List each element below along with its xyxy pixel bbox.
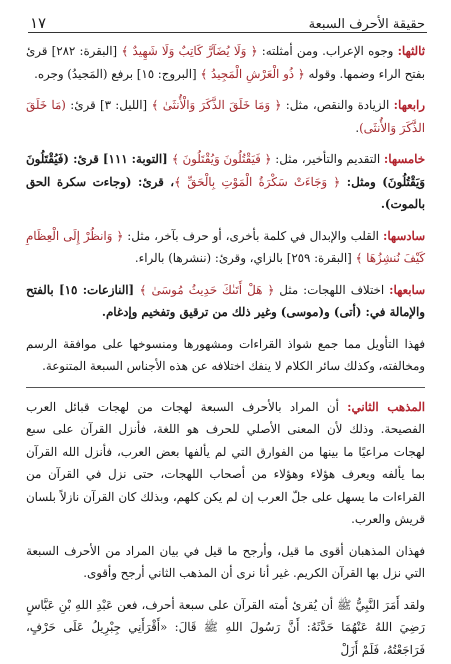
paragraph-label: خامسها: xyxy=(383,152,425,166)
paragraph-text: [النازعات: ١٥] بالفتح والإمالة في: (أتى) و(موسى) وغير ذلك من ترقيق وتفخيم وإدغام. xyxy=(26,282,425,319)
quran-reading: (مَا خَلَقَ الذَّكَرَ وَالأُنثَى) xyxy=(26,98,425,135)
paragraph-summary xyxy=(26,333,425,378)
paragraph-text: [الليل: ٣] قرئ: xyxy=(65,98,152,112)
paragraph-label: سادسها: xyxy=(382,228,425,243)
paragraph-second-school xyxy=(26,396,425,531)
paragraph-text: أن المراد بالأحرف السبعة لهجات من لهجات قبائل العرب الفصيحة. وذلك لأن المعنى الأصلي للحرف هو اللغة، فأنزل القرآن على سبع لهجات مراعيًا ما بينها من الفوارق التي لم يألفها بعض العرب، فأنزل الله القرآن بما يألفه ويعرف هؤلاء وهؤلاء من أصحاب اللهجات، حتى نزل في القرآن من القراءات ما يسهل على جلّ العرب إن لم يكن كلهم، وبذلك كان القرآن نازلاً بلسان قريش والعرب. xyxy=(26,399,425,526)
paragraph-text: وجوه الإعراب. ومن أمثلته: xyxy=(257,44,398,58)
paragraph-text: التقديم والتأخير، مثل: xyxy=(271,152,384,166)
paragraph-conclusion xyxy=(26,540,425,585)
paragraph-text: [البروج: ١٥] برفع (المَجيدُ) وجره. xyxy=(34,66,201,81)
page-body xyxy=(26,40,425,664)
paragraph-text: اختلاف اللهجات: مثل xyxy=(274,282,390,297)
paragraph-fourth xyxy=(26,94,425,139)
paragraph-text: . xyxy=(355,120,360,135)
quran-verse: ﴿ وَجَاءَتْ سَكْرَةُ الْمَوْتِ بِالْحَقِّ ﴾ xyxy=(174,174,341,189)
running-title: حقيقة الأحرف السبعة xyxy=(308,17,425,32)
quran-verse: ﴿ وَانظُرْ إِلَى الْعِظَامِ كَيْفَ نُنشِزُهَا ﴾ xyxy=(26,228,425,265)
paragraph-text: الزيادة والنقص، مثل: xyxy=(281,98,394,112)
paragraph-third xyxy=(26,40,425,85)
paragraph-label: ثالثها: xyxy=(397,44,425,58)
paragraph-text: فهذا التأويل مما جمع شواذ القراءات ومشهورها ومنسوخها على موافقة الرسم ومخالفته، وكذلك سائر الكلام لا ينفك اختلافه عن هذه الأجناس السبعة المتنوعة. xyxy=(26,336,425,373)
paragraph-sixth xyxy=(26,225,425,270)
paragraph-text: [التوبة: ١١١] قرئ: (فَيُقْتَلُونَ وَيَقْتُلُونَ) ومثل: xyxy=(26,152,425,189)
paragraph-text: ، قرئ: (وجاءت سكرة الحق بالموت). xyxy=(26,174,425,211)
paragraph-text: [البقرة: ٢٥٩] بالزاي، وقرئ: (ننشرها) بالراء. xyxy=(134,251,356,265)
page-number: ١٧ xyxy=(30,14,47,32)
paragraph-text: [البقرة: ٢٨٢] قرئ بفتح الراء وضمها. وقوله xyxy=(26,44,425,81)
running-header xyxy=(30,10,425,32)
paragraph-text: القلب والإبدال في كلمة بأخرى، أو حرف بآخر، مثل: xyxy=(123,228,383,243)
quran-verse: ﴿ وَلَا يُضَآرَّ كَاتِبٌ وَلَا شَهِيدٌ ﴾ xyxy=(121,44,258,58)
paragraph-seventh xyxy=(26,279,425,324)
paragraph-text: فهذان المذهبان أقوى ما قيل، وأرجح ما قيل في بيان المراد من الأحرف السبعة التي نزل بها القرآن الكريم. غير أنا نرى أن المذهب الثاني أرجح وأقوى. xyxy=(26,543,425,580)
paragraph-label: رابعها: xyxy=(393,98,425,112)
section-divider xyxy=(26,387,425,388)
quran-verse: ﴿ هَلْ أَتَىٰكَ حَدِيثُ مُوسَىٰ ﴾ xyxy=(139,282,275,297)
paragraph-hadith xyxy=(26,594,425,662)
paragraph-label: سابعها: xyxy=(389,282,425,297)
quran-verse: ﴿ فَيَقْتُلُونَ وَيُقْتَلُونَ ﴾ xyxy=(171,152,272,166)
quran-verse: ﴿ وَمَا خَلَقَ الذَّكَرَ وَالْأُنثَىٰ ﴾ xyxy=(151,98,282,112)
paragraph-label: المذهب الثاني: xyxy=(347,399,425,414)
quran-verse: ﴿ ذُو الْعَرْشِ الْمَجِيدُ ﴾ xyxy=(200,66,305,81)
paragraph-text: ولقد أَمَرَ النَّبِيُّ ﷺ أن يُقرئ أمته القرآن على سبعة أحرف، فعن عَبْدِ اللهِ بْنِ عَبَّاسٍ رَضِيَ اللهُ عَنْهُمَا حَدَّثَهُ: أَنَّ رَسُولَ اللهِ ﷺ قَالَ: «أَقْرَأَنِي جِبْرِيلُ عَلَى حَرْفٍ، فَرَاجَعْتُهُ، فَلَمْ أَزَلْ xyxy=(26,597,425,657)
header-rule xyxy=(28,32,427,33)
paragraph-fifth xyxy=(26,148,425,216)
